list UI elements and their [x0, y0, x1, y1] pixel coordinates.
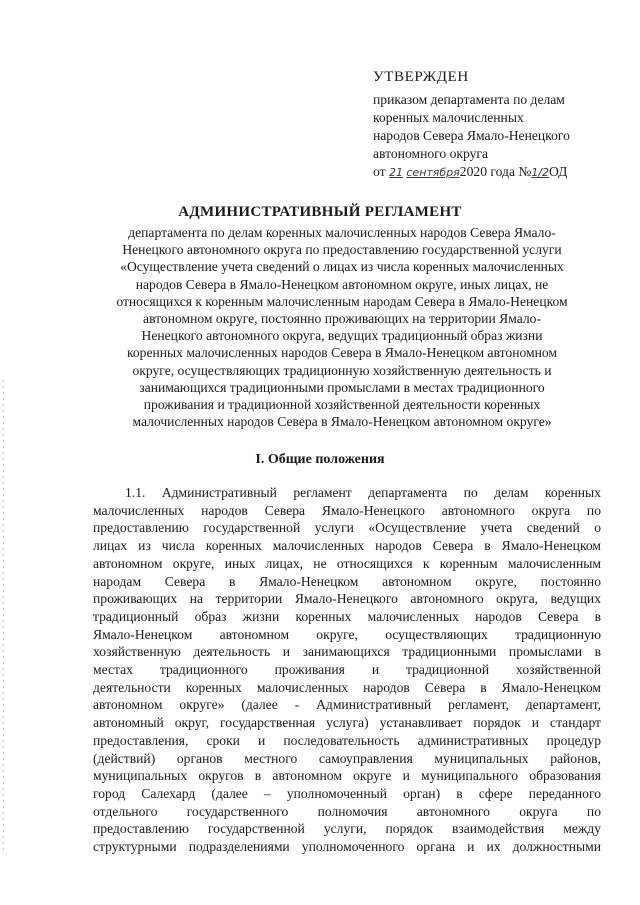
date-prefix: от [373, 164, 386, 179]
body-line: проживающих на территории Ямало-Ненецкого автономного округа, ведущих [93, 591, 601, 607]
subtitle-line: Ненецкого автономного округа по предоставлению государственной услуги [122, 242, 562, 258]
body-line: деятельности коренных малочисленных народов Севера в Ямало-Ненецком [93, 679, 601, 695]
body-line: хозяйственную деятельность и занимающихся традиционными промыслами в [93, 644, 601, 660]
body-line: (действий) органов местного самоуправления муниципальных районов, [93, 750, 601, 766]
subtitle-line: Ненецкого автономного округа, ведущих традиционный образ жизни [141, 328, 543, 344]
approval-stamp [373, 68, 623, 182]
subtitle-line: округе, осуществляющих традиционную хозяйственную деятельность и [132, 362, 552, 378]
order-suffix: ОД [549, 164, 568, 179]
body-line: традиционный образ жизни коренных малочисленных народов Севера в [93, 608, 601, 624]
body-line: народам Севера в Ямало-Ненецком автономном округе, постоянно [93, 573, 601, 589]
body-line: малочисленных народов Севера Ямало-Ненецкого автономного округа по [93, 502, 601, 518]
subtitle-line: занимающихся традиционными промыслами в местах традиционного [139, 379, 545, 395]
body-line: муниципальных округов в автономном округе и муниципального образования [93, 768, 601, 784]
body-line: 1.1. Административный регламент департамента по делам коренных [125, 485, 601, 500]
order-number-handwritten: 1/2 [531, 166, 550, 179]
subtitle-line: автономном округе, постоянно проживающих на территории Ямало- [143, 311, 541, 327]
body-line: отдельного государственного полномочия автономного округа по [93, 803, 601, 819]
subtitle-line: «Осуществление учета сведений о лицах из числа коренных малочисленных [120, 259, 564, 275]
approval-date-line [373, 163, 623, 182]
section-heading: I. Общие положения [255, 452, 385, 467]
body-line: город Салехард (далее – уполномоченный орган) в сфере переданного [93, 785, 601, 801]
body-line: автономном округе» (далее - Административный регламент, департамент, [93, 697, 601, 713]
body-line: предоставления, сроки и последовательность административных процедур [93, 732, 601, 748]
approval-line-2: коренных малочисленных [373, 110, 524, 125]
body-line: Ямало-Ненецком автономном округе, осуществляющих традиционную [93, 626, 601, 642]
approval-line-4: автономного округа [373, 146, 489, 161]
body-line: автономный округ, государственная услуга) устанавливает порядок и стандарт [93, 715, 601, 731]
body-line: автономном округе, иных лицах, не относящихся к коренным малочисленным [93, 555, 601, 571]
date-year: 2020 года № [459, 164, 532, 179]
body-line: лицах из числа коренных малочисленных народов Севера в Ямало-Ненецком [93, 538, 601, 554]
approval-line-3: народов Севера Ямало-Ненецкого [373, 128, 570, 143]
subtitle-line: департамента по делам коренных малочисленных народов Севера Ямало- [128, 225, 556, 240]
body-line: структурными подразделениями уполномоченного органа и их должностными [93, 839, 601, 855]
body-line: предоставлению государственной услуги «Осуществление учета сведений о [93, 520, 601, 536]
body-line: предоставлению государственной услуги, порядок взаимодействия между [93, 821, 601, 837]
subtitle-line: малочисленных народов Севера в Ямало-Ненецком автономном округе» [132, 414, 552, 430]
subtitle-line: народов Севера в Ямало-Ненецком автономном округе, иных лицах, не [135, 276, 549, 292]
document-subtitle [86, 224, 598, 430]
approval-title: УТВЕРЖДЕН [373, 69, 469, 85]
body-paragraph [93, 484, 601, 856]
date-month-handwritten: сентября [406, 166, 460, 179]
subtitle-line: коренных малочисленных народов Севера в Ямало-Ненецком автономном [126, 345, 558, 361]
approval-line-1: приказом департамента по делам [373, 92, 565, 107]
document-title: АДМИНИСТРАТИВНЫЙ РЕГЛАМЕНТ [178, 204, 462, 220]
date-day-handwritten: 21 [388, 166, 403, 179]
subtitle-line: относящихся к коренным малочисленным народам Севера в Ямало-Ненецком [116, 293, 568, 309]
scan-edge-artifact [3, 380, 4, 850]
subtitle-line: проживания и традиционной хозяйственной деятельности коренных [143, 397, 541, 413]
body-line: местах традиционного проживания и традиционной хозяйственной [93, 662, 601, 678]
